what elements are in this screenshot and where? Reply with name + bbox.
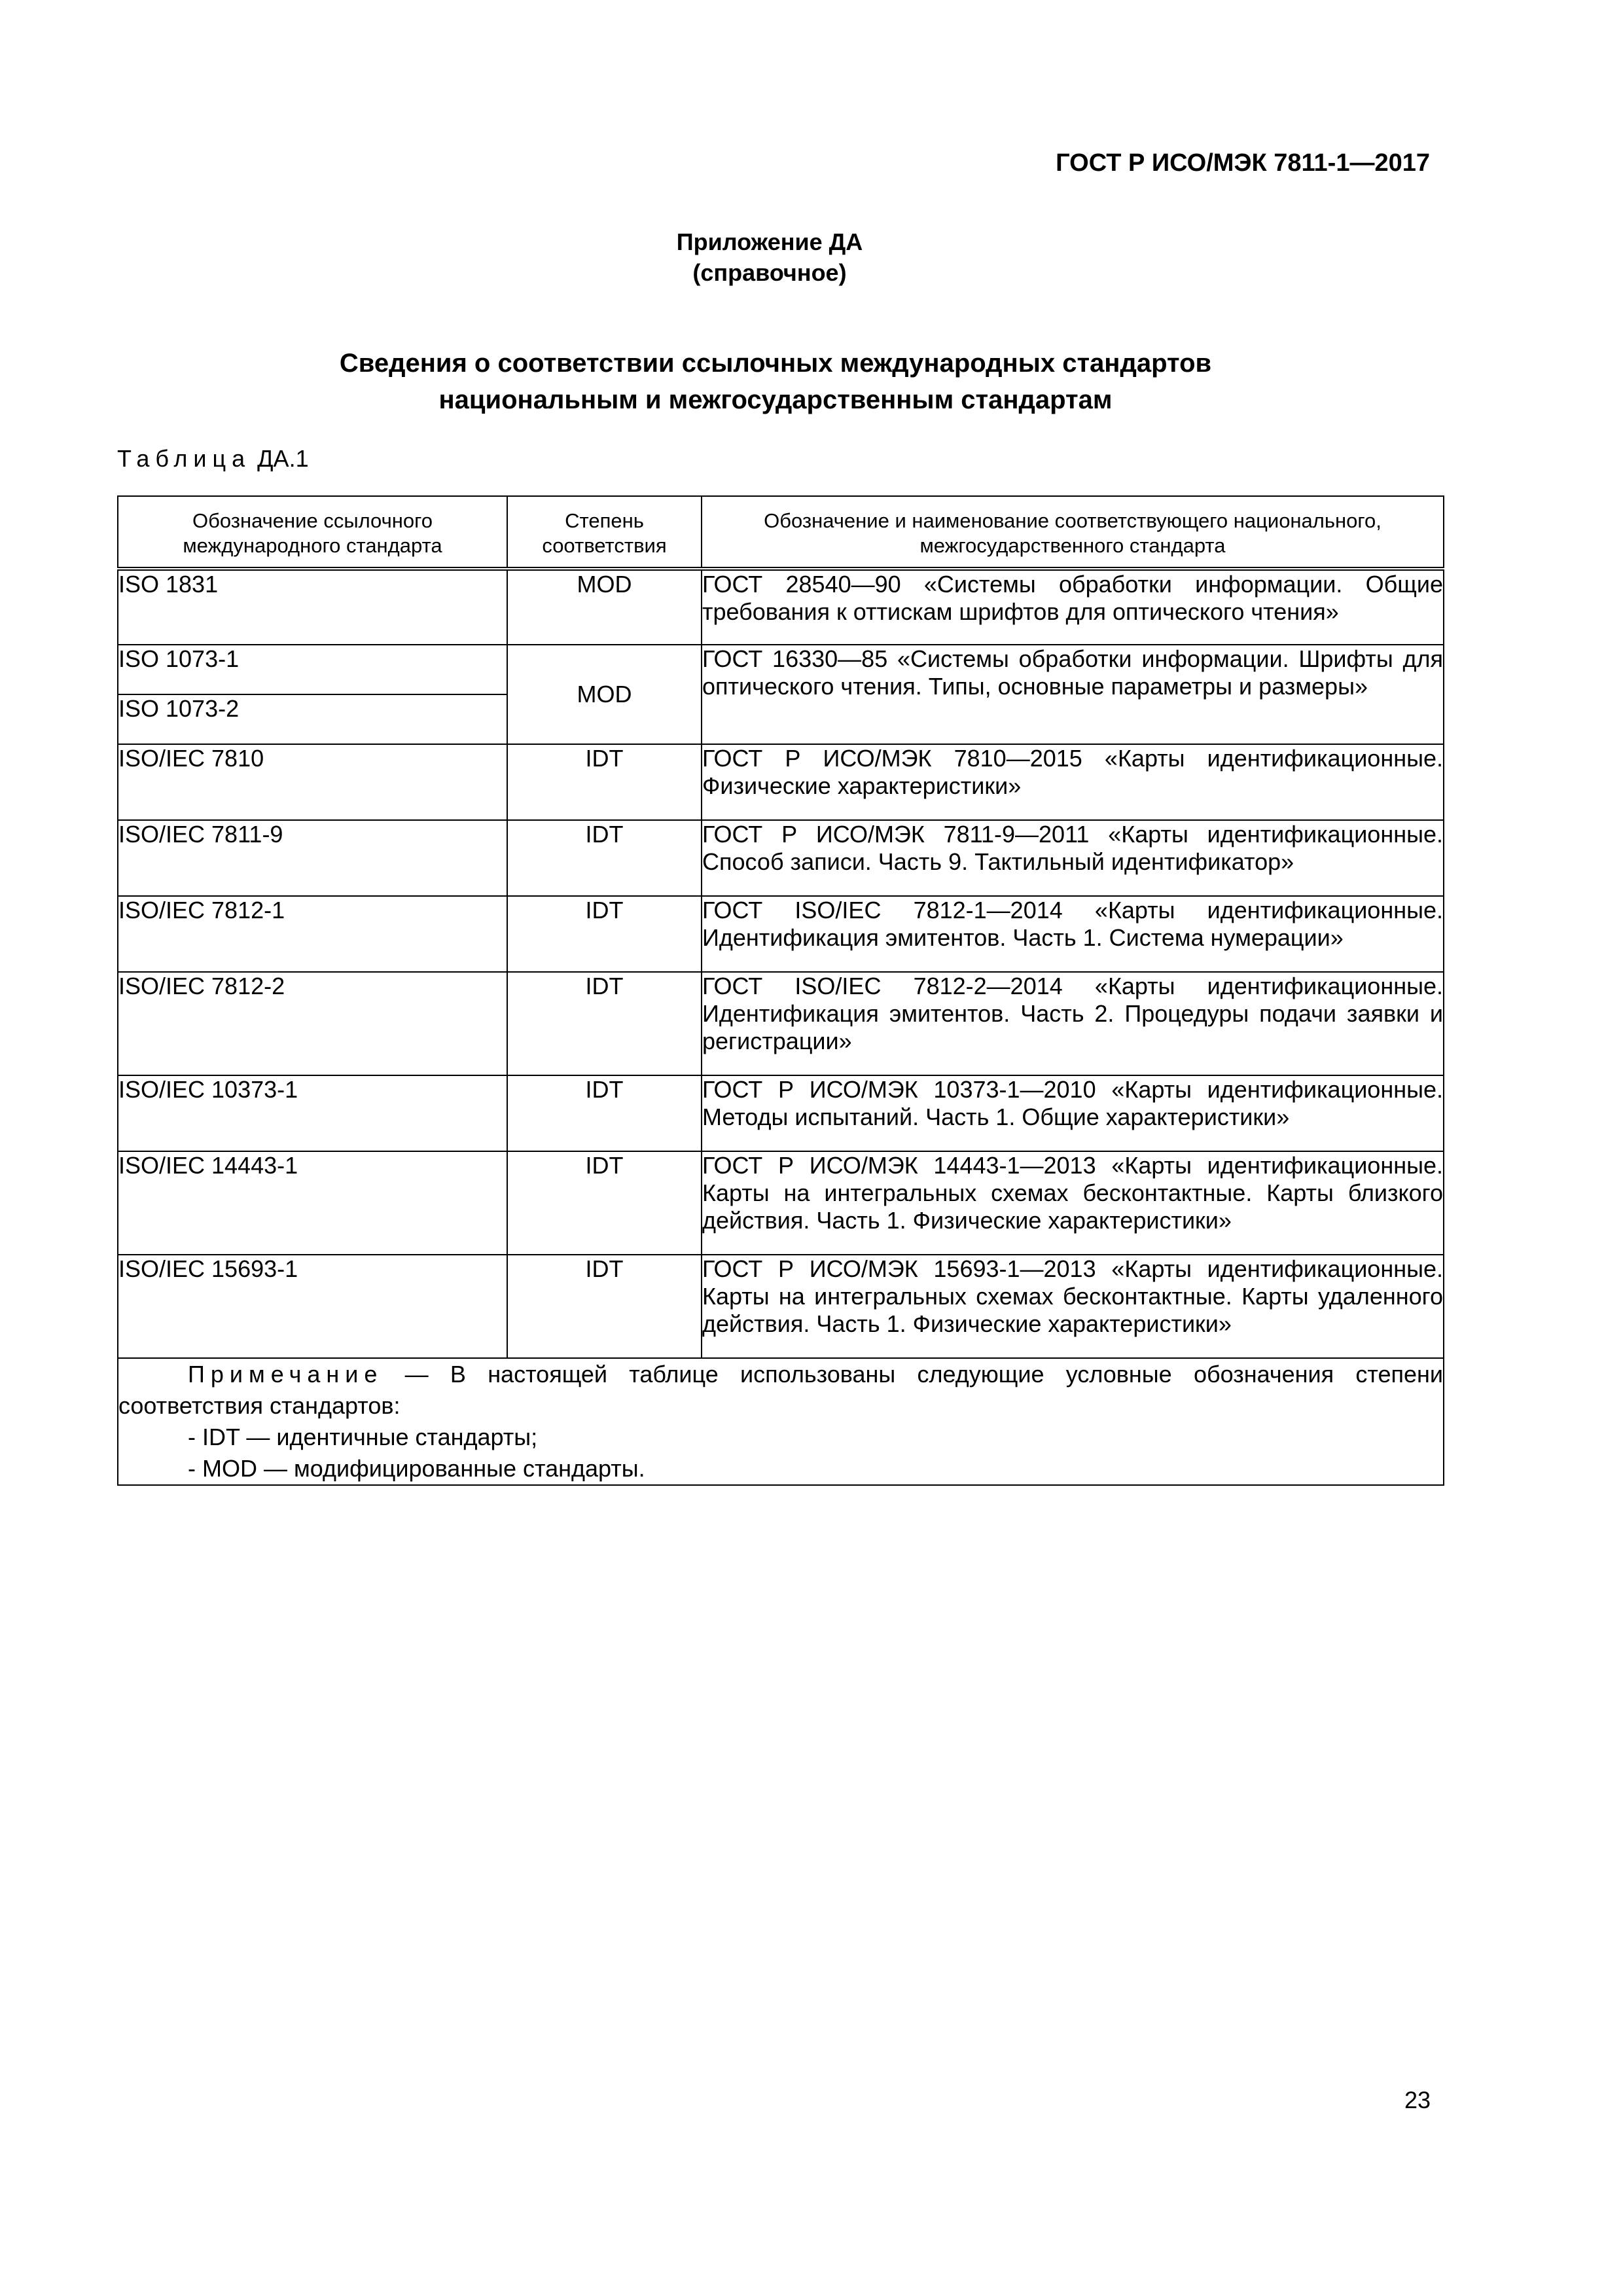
table-row (118, 972, 1444, 1075)
reference-standard-cell: ISO/IEC 10373-1 (118, 1075, 507, 1151)
table-header-row (118, 496, 1444, 569)
note-text: — В настоящей таблице использованы следующие условные обозначения степени соответствия стандартов: (118, 1361, 1443, 1419)
degree-cell: IDT (507, 972, 702, 1075)
table-row (118, 1151, 1444, 1255)
reference-standard-cell: ISO/IEC 7811-9 (118, 820, 507, 896)
table-note-row (118, 1358, 1444, 1485)
table-row (118, 1255, 1444, 1358)
annex-title: Приложение ДА (676, 228, 863, 255)
reference-standard-cell: ISO/IEC 7812-2 (118, 972, 507, 1075)
table-row (118, 896, 1444, 972)
national-standard-cell: ГОСТ Р ИСО/МЭК 7811-9—2011 «Карты идентификационные. Способ записи. Часть 9. Тактильный идентификатор» (702, 820, 1444, 896)
reference-standard-cell: ISO/IEC 14443-1 (118, 1151, 507, 1255)
page-number: 23 (1404, 2087, 1431, 2113)
table-row (118, 569, 1444, 645)
national-standard-cell: ГОСТ 28540—90 «Системы обработки информации. Общие требования к оттискам шрифтов для оптического чтения» (702, 569, 1444, 645)
section-heading (0, 345, 1551, 418)
degree-cell: IDT (507, 896, 702, 972)
table-label (117, 445, 309, 473)
national-standard-cell: ГОСТ Р ИСО/МЭК 14443-1—2013 «Карты идентификационные. Карты на интегральных схемах бесконтактные. Карты близкого действия. Часть 1. Физические характеристики» (702, 1151, 1444, 1255)
section-heading-line-1: Сведения о соответствии ссылочных международных стандартов (339, 349, 1212, 378)
reference-standard-cell: ISO/IEC 7812-1 (118, 896, 507, 972)
national-standard-cell: ГОСТ ISO/IEC 7812-2—2014 «Карты идентификационные. Идентификация эмитентов. Часть 2. Процедуры подачи заявки и регистрации» (702, 972, 1444, 1075)
table-row (118, 1075, 1444, 1151)
table-row (118, 820, 1444, 896)
national-standard-cell: ГОСТ 16330—85 «Системы обработки информации. Шрифты для оптического чтения. Типы, основные параметры и размеры» (702, 645, 1444, 744)
national-standard-cell: ГОСТ Р ИСО/МЭК 7810—2015 «Карты идентификационные. Физические характеристики» (702, 744, 1444, 820)
degree-cell: IDT (507, 744, 702, 820)
degree-cell: MOD (507, 645, 702, 744)
column-header-reference-standard: Обозначение ссылочного международного стандарта (118, 496, 507, 569)
note-item-mod: - MOD — модифицированные стандарты. (188, 1455, 645, 1482)
degree-cell: MOD (507, 569, 702, 645)
note-item-idt: - IDT — идентичные стандарты; (188, 1424, 538, 1450)
note-label: Примечание (188, 1361, 383, 1388)
degree-cell: IDT (507, 1255, 702, 1358)
national-standard-cell: ГОСТ ISO/IEC 7812-1—2014 «Карты идентификационные. Идентификация эмитентов. Часть 1. Система нумерации» (702, 896, 1444, 972)
national-standard-cell: ГОСТ Р ИСО/МЭК 15693-1—2013 «Карты идентификационные. Карты на интегральных схемах бесконтактные. Карты удаленного действия. Часть 1. Физические характеристики» (702, 1255, 1444, 1358)
table-row (118, 645, 1444, 694)
annex-subtitle: (справочное) (692, 259, 847, 286)
annex-heading (0, 226, 1539, 288)
column-header-degree: Степень соответствия (507, 496, 702, 569)
reference-standard-cell: ISO 1073-1 (118, 645, 507, 694)
degree-cell: IDT (507, 1151, 702, 1255)
reference-standard-cell: ISO/IEC 15693-1 (118, 1255, 507, 1358)
table-label-prefix: Таблица (117, 445, 251, 472)
reference-standard-cell: ISO 1073-2 (118, 694, 507, 744)
standards-table (117, 495, 1444, 1486)
degree-cell: IDT (507, 1075, 702, 1151)
degree-cell: IDT (507, 820, 702, 896)
section-heading-line-2: национальным и межгосударственным стандартам (438, 386, 1113, 414)
reference-standard-cell: ISO 1831 (118, 569, 507, 645)
document-code: ГОСТ Р ИСО/МЭК 7811-1—2017 (1056, 149, 1430, 177)
column-header-national-standard: Обозначение и наименование соответствующего национального, межгосударственного стандарта (702, 496, 1444, 569)
reference-standard-cell: ISO/IEC 7810 (118, 744, 507, 820)
table-row (118, 744, 1444, 820)
national-standard-cell: ГОСТ Р ИСО/МЭК 10373-1—2010 «Карты идентификационные. Методы испытаний. Часть 1. Общие характеристики» (702, 1075, 1444, 1151)
table-note (118, 1358, 1444, 1485)
table-label-number: ДА.1 (257, 445, 309, 472)
